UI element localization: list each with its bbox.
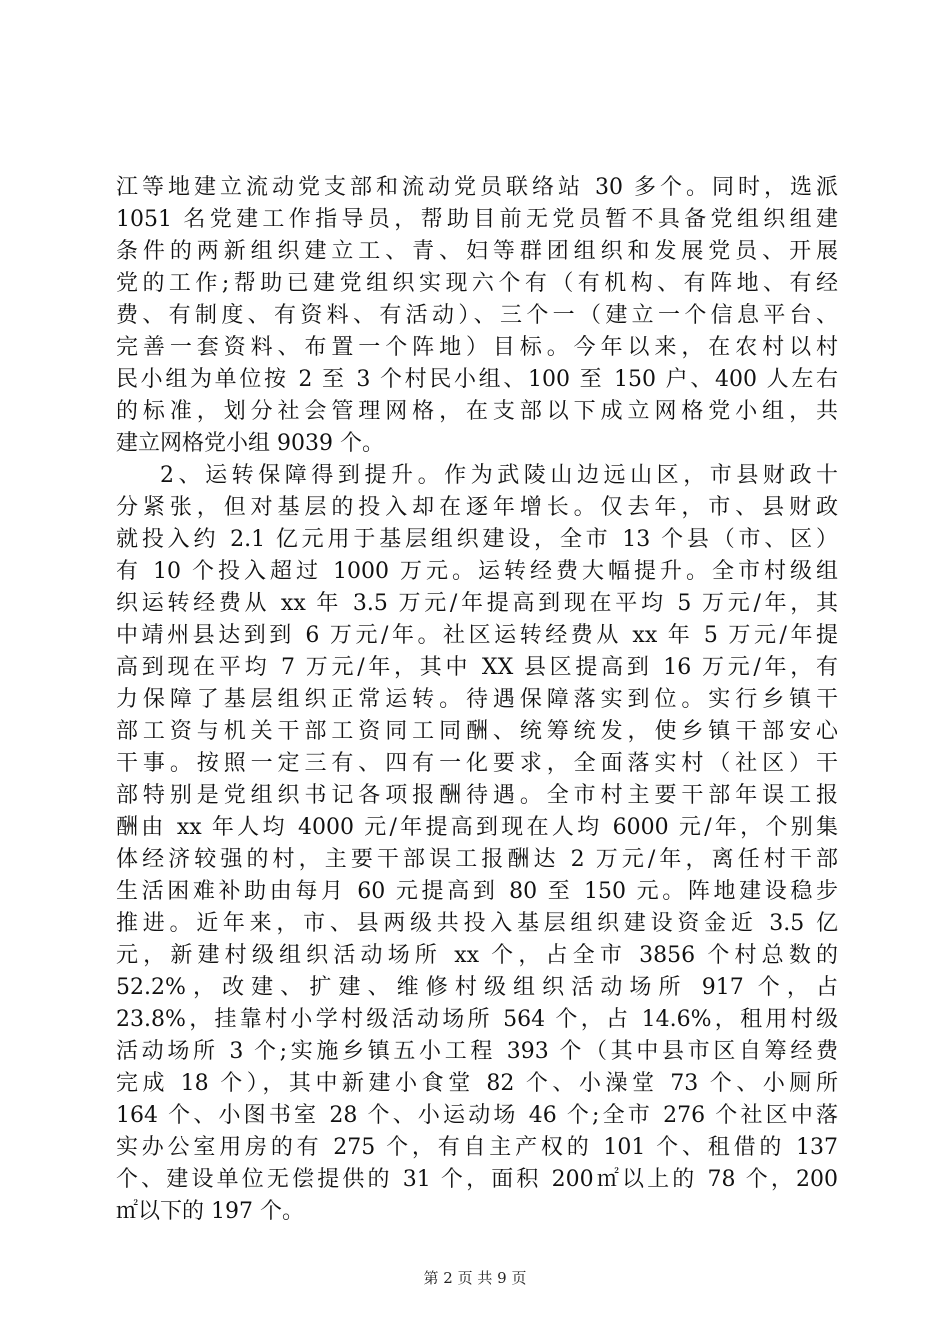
text-line: 元，新建村级组织活动场所 xx 个，占全市 3856 个村总数的: [116, 943, 838, 968]
text-line: 实办公室用房的有 275 个，有自主产权的 101 个、租借的 137: [116, 1135, 838, 1160]
text-line: 体经济较强的村，主要干部误工报酬达 2 万元/年，离任村干部: [116, 847, 838, 872]
text-line: 部特别是党组织书记各项报酬待遇。全市村主要干部年误工报: [116, 783, 838, 808]
text-line: 江等地建立流动党支部和流动党员联络站 30 多个。同时，选派: [116, 175, 838, 200]
text-line: 建立网格党小组 9039 个。: [116, 431, 384, 456]
text-line: 党的工作;帮助已建党组织实现六个有（有机构、有阵地、有经: [116, 271, 838, 296]
text-line: 就投入约 2.1 亿元用于基层组织建设，全市 13 个县（市、区）: [116, 527, 838, 552]
text-line: 酬由 xx 年人均 4000 元/年提高到现在人均 6000 元/年，个别集: [116, 815, 838, 840]
text-line: 完成 18 个），其中新建小食堂 82 个、小澡堂 73 个、小厕所: [116, 1071, 838, 1096]
text-line: 分紧张，但对基层的投入却在逐年增长。仅去年，市、县财政: [116, 495, 838, 520]
text-line: 中靖州县达到到 6 万元/年。社区运转经费从 xx 年 5 万元/年提: [116, 623, 838, 648]
text-line: 干事。按照一定三有、四有一化要求，全面落实村（社区）干: [116, 751, 838, 776]
paragraph-heading-line: 2、运转保障得到提升。作为武陵山边远山区，市县财政十: [160, 463, 838, 488]
text-line: 力保障了基层组织正常运转。待遇保障落实到位。实行乡镇干: [116, 687, 838, 712]
text-line: 高到现在平均 7 万元/年，其中 XX 县区提高到 16 万元/年，有: [116, 655, 838, 680]
text-line: 民小组为单位按 2 至 3 个村民小组、100 至 150 户、400 人左右: [116, 367, 838, 392]
text-line: 生活困难补助由每月 60 元提高到 80 至 150 元。阵地建设稳步: [116, 879, 838, 904]
page-footer: 第 2 页 共 9 页: [423, 1269, 527, 1287]
text-line: ㎡以下的 197 个。: [116, 1199, 304, 1224]
text-line: 推进。近年来，市、县两级共投入基层组织建设资金近 3.5 亿: [116, 911, 838, 936]
text-line: 活动场所 3 个;实施乡镇五小工程 393 个（其中县市区自筹经费: [116, 1039, 838, 1064]
text-line: 织运转经费从 xx 年 3.5 万元/年提高到现在平均 5 万元/年，其: [116, 591, 838, 616]
text-line: 部工资与机关干部工资同工同酬、统筹统发，使乡镇干部安心: [116, 719, 838, 744]
text-line: 52.2%，改建、扩建、维修村级组织活动场所 917 个，占: [116, 975, 838, 1000]
text-line: 的标准，划分社会管理网格，在支部以下成立网格党小组，共: [116, 399, 838, 424]
text-line: 23.8%，挂靠村小学村级活动场所 564 个，占 14.6%，租用村级: [116, 1007, 838, 1032]
text-line: 费、有制度、有资料、有活动）、三个一（建立一个信息平台、: [116, 303, 838, 328]
text-line: 个、建设单位无偿提供的 31 个，面积 200㎡以上的 78 个，200: [116, 1167, 838, 1192]
text-line: 164 个、小图书室 28 个、小运动场 46 个;全市 276 个社区中落: [116, 1103, 838, 1128]
text-line: 完善一套资料、布置一个阵地）目标。今年以来，在农村以村: [116, 335, 838, 360]
body-text: [116, 172, 838, 1228]
text-line: 条件的两新组织建立工、青、妇等群团组织和发展党员、开展: [116, 239, 838, 264]
text-line: 有 10 个投入超过 1000 万元。运转经费大幅提升。全市村级组: [116, 559, 838, 584]
text-line: 1051 名党建工作指导员，帮助目前无党员暂不具备党组织组建: [116, 207, 838, 232]
